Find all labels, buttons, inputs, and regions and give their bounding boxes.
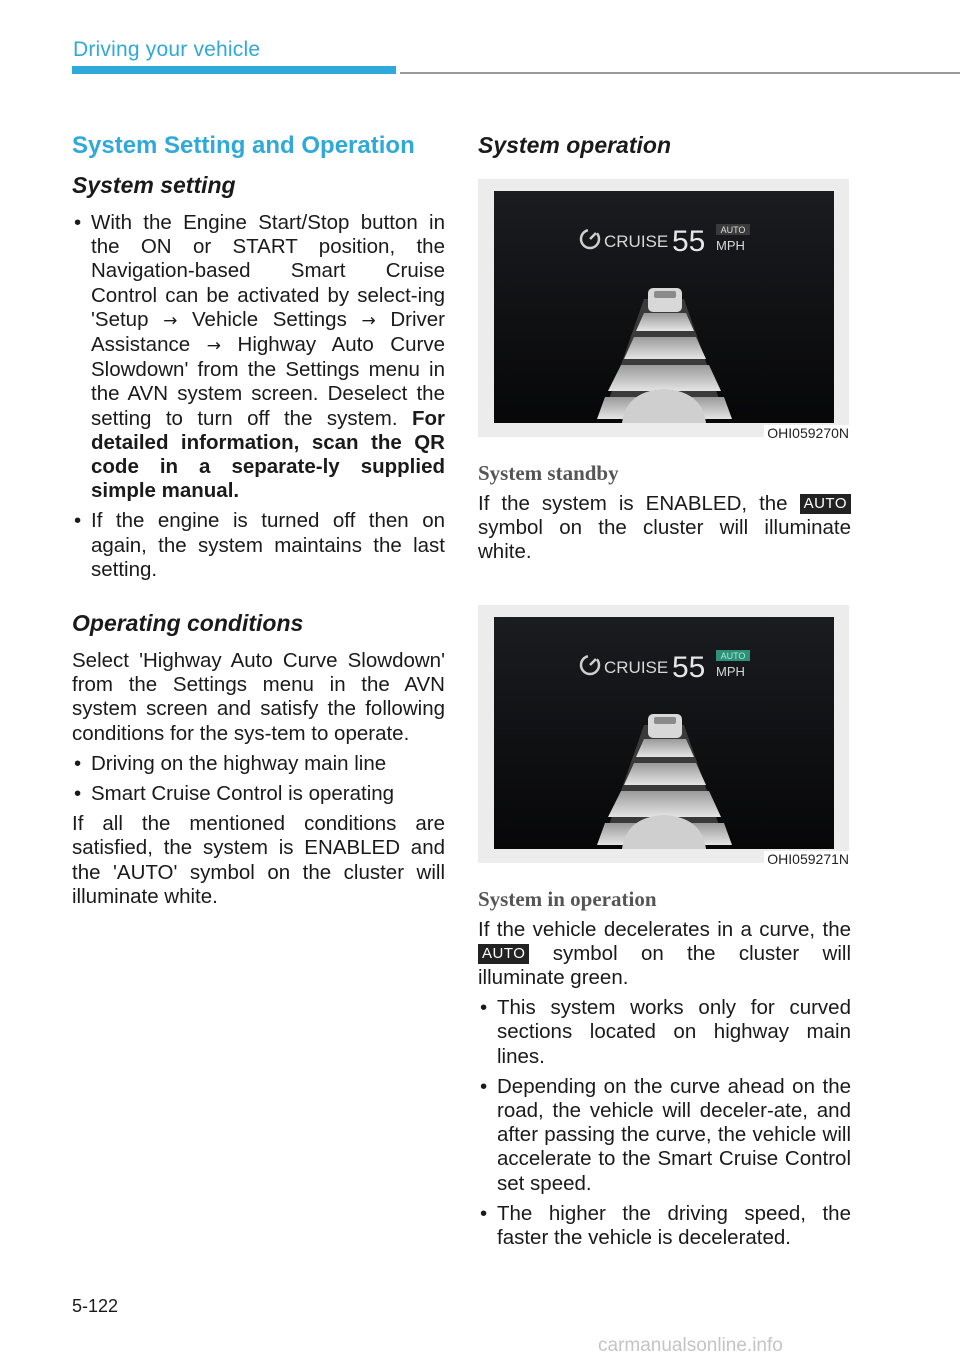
text-run: If the system is ENABLED, the — [478, 492, 800, 515]
speed-unit: MPH — [716, 663, 745, 679]
left-column — [72, 132, 445, 915]
text-run: With the Engine Start/Stop button in the ON or START position, the Navigation-based Smart Cruise Control can be activated by select-ing 'Setup — [91, 211, 445, 331]
in-operation-bullet-curves: • This system works only for curved sections located on highway main lines. — [478, 996, 851, 1069]
arrow-icon: → — [361, 310, 376, 331]
cluster-figure-standby — [478, 179, 849, 441]
figure-code: OHI059270N — [764, 425, 849, 441]
arrow-icon: → — [206, 336, 221, 357]
conditions-bullet-highway: • Driving on the highway main line — [72, 752, 445, 776]
auto-indicator-green: AUTO — [720, 650, 746, 661]
setting-heading: System setting — [72, 172, 236, 198]
watermark: carmanualsonline.info — [598, 1335, 783, 1356]
text-run: If the vehicle decelerates in a curve, the — [478, 917, 851, 941]
header-rule — [400, 72, 960, 74]
auto-symbol-icon: AUTO — [478, 944, 529, 964]
speed-unit: MPH — [716, 238, 745, 253]
text-run: symbol on the cluster will illuminate green. — [478, 941, 851, 990]
cluster-display — [494, 191, 834, 423]
cruise-label: CRUISE — [604, 232, 669, 251]
auto-indicator-white: AUTO — [720, 225, 746, 235]
conditions-summary: If all the mentioned conditions are satisfied, the system is ENABLED and the 'AUTO' symbol on the cluster will illuminate white. — [72, 812, 445, 908]
operation-heading: System operation — [478, 132, 671, 158]
page-number: 5-122 — [72, 1296, 119, 1316]
figure-code: OHI059271N — [764, 851, 849, 867]
arrow-icon: → — [163, 310, 178, 331]
lead-car-icon — [648, 288, 682, 312]
text-run: Vehicle Settings — [177, 307, 362, 331]
conditions-bullet-scc: • Smart Cruise Control is operating — [72, 782, 445, 806]
standby-heading: System standby — [478, 461, 619, 485]
text-run: Highway Auto Curve Slowdown' from the Settings menu in the AVN system screen. Deselect the setting to turn off the system. — [91, 333, 445, 430]
standby-paragraph — [478, 492, 851, 565]
text-run-bold: For detailed information, scan the QR code in a separate-ly supplied simple manual. — [91, 406, 445, 503]
auto-symbol-icon: AUTO — [800, 494, 851, 514]
conditions-paragraph: Select 'Highway Auto Curve Slowdown' from the Settings menu in the AVN system screen and satisfy the following conditions for the sys-tem to operate. — [72, 649, 445, 745]
text-run: Driver Assistance — [91, 307, 445, 357]
section-title: System Setting and Operation — [72, 132, 415, 159]
speed-value: 55 — [672, 650, 706, 684]
cluster-display — [494, 617, 834, 849]
setting-bullet-activation — [72, 211, 445, 503]
header-bar-accent — [72, 66, 396, 74]
cruise-label: CRUISE — [604, 657, 669, 677]
in-operation-heading: System in operation — [478, 886, 657, 911]
in-operation-bullet-speed: • The higher the driving speed, the faster the vehicle is decelerated. — [478, 1202, 851, 1250]
cluster-figure-operation — [478, 605, 849, 867]
right-column — [478, 132, 851, 1256]
lead-car-icon — [648, 714, 682, 738]
conditions-heading: Operating conditions — [72, 610, 304, 637]
text-run: symbol on the cluster will illuminate white. — [478, 516, 851, 564]
in-operation-bullet-decelerate: • Depending on the curve ahead on the road, the vehicle will deceler-ate, and after passing the curve, the vehicle will accelerate to the Smart Cruise Control set speed. — [478, 1075, 851, 1196]
speed-value: 55 — [672, 225, 706, 258]
setting-bullet-memory: • If the engine is turned off then on again, the system maintains the last setting. — [72, 509, 445, 582]
in-operation-paragraph — [478, 918, 851, 991]
section-header: Driving your vehicle — [73, 38, 261, 61]
